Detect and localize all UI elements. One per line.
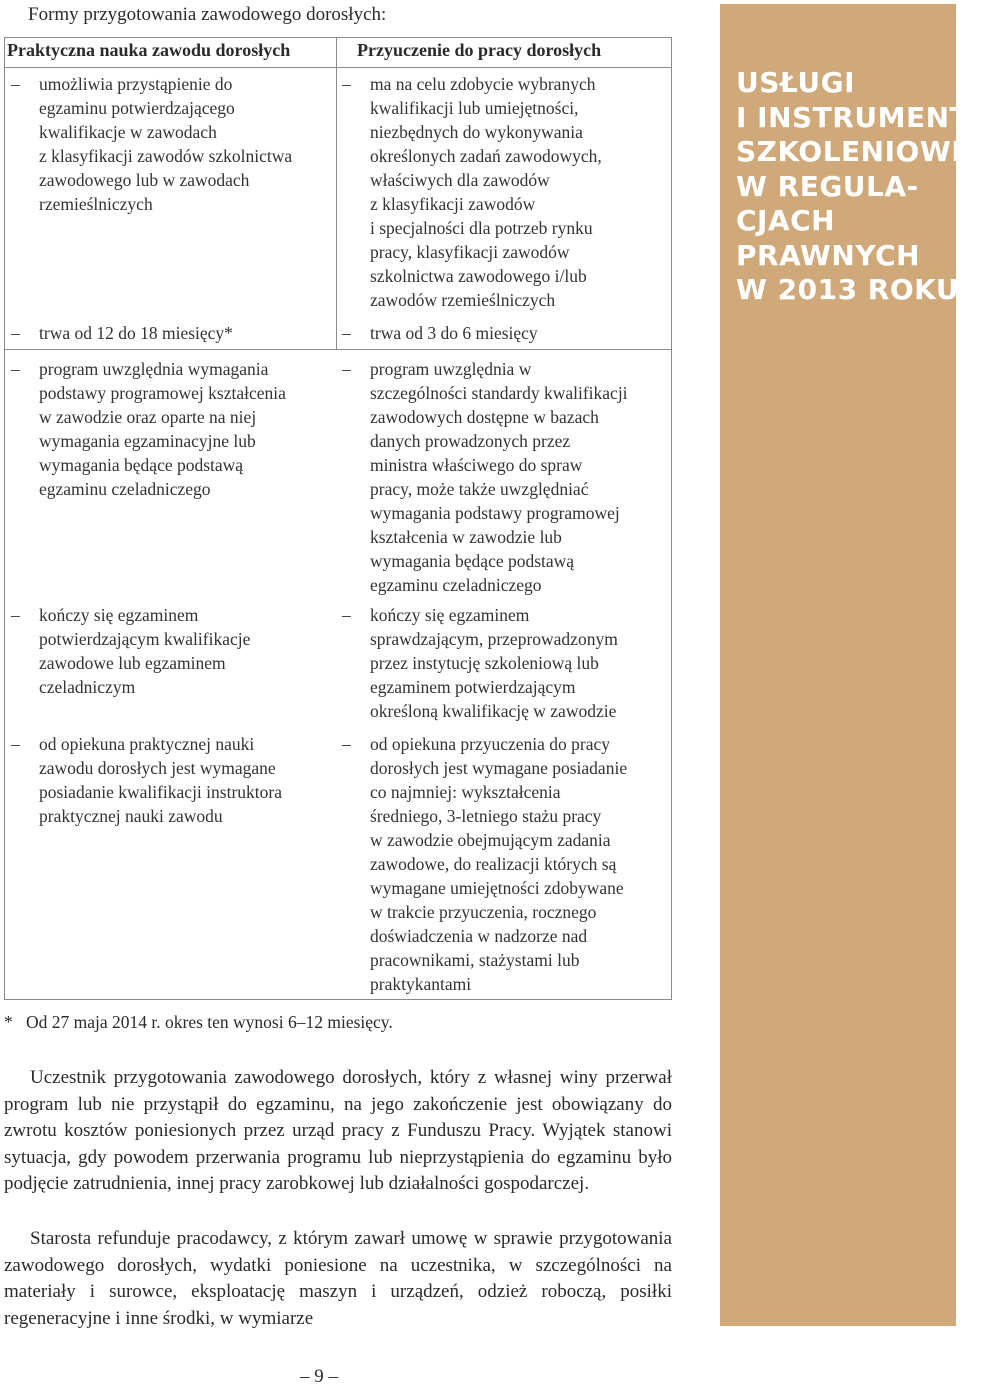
body-paragraph-2: Starosta refunduje pracodawcy, z którym zawarł umowę w sprawie przygotowania zawodowego dorosłych, wydatki poniesione na uczestnika, w szczególności na materiały i surowce, eksploatację maszyn i urządzeń, odzież roboczą, posiłki regeneracyjne i inne środki, w wymiarze (4, 1228, 672, 1329)
item-text: trwa od 3 do 6 miesięcy (370, 323, 538, 343)
item-text: kończy się egzaminem potwierdzającym kwalifikacje zawodowe lub egzaminem czeladniczym (39, 605, 251, 697)
page-number: – 9 – (300, 1366, 338, 1387)
item-text: ma na celu zdobycie wybranych kwalifikacji lub umiejętności, niezbędnych do wykonywania określonych zadań zawodowych, właściwych dla zawodów z klasyfikacji zawodów i specjalności dla potrzeb rynku pracy, klasyfikacji zawodów szkolnictwa zawodowego i/lub zawodów rzemieślniczych (370, 74, 602, 310)
left-item-exam-access (11, 72, 331, 216)
item-text: kończy się egzaminem sprawdzającym, przeprowadzonym przez instytucję szkoleniową lub egzaminem potwierdzającym określoną kwalifikację w zawodzie (370, 605, 618, 721)
right-item-supervisor (342, 732, 672, 996)
footnote-text: Od 27 maja 2014 r. okres ten wynosi 6–12 miesięcy. (26, 1012, 393, 1032)
item-text: program uwzględnia w szczególności standardy kwalifikacji zawodowych dostępne w bazach danych prowadzonych przez ministra właściwego do spraw pracy, może także uwzględniać wymagania podstawy programowej kształcenia w zawodzie lub wymagania będące podstawą egzaminu czeladniczego (370, 359, 628, 595)
dash-mark: – (11, 734, 20, 754)
item-text: umożliwia przystąpienie do egzaminu potwierdzającego kwalifikacje w zawodach z klasyfikacji zawodów szkolnictwa zawodowego lub w zawodach rzemieślniczych (39, 74, 293, 214)
dash-mark: – (342, 359, 351, 379)
sidebar-panel (720, 4, 990, 1326)
row-rule (5, 349, 671, 350)
right-item-program (342, 357, 672, 597)
right-item-goal (342, 72, 672, 312)
item-text: program uwzględnia wymagania podstawy programowej kształcenia w zawodzie oraz oparte na niej wymagania egzaminacyjne lub wymagania będące podstawą egzaminu czeladniczego (39, 359, 286, 499)
right-item-exam (342, 603, 672, 723)
column-divider-top (336, 37, 337, 349)
item-text: od opiekuna praktycznej nauki zawodu dorosłych jest wymagane posiadanie kwalifikacji instruktora praktycznej nauki zawodu (39, 734, 282, 826)
dash-mark: – (11, 605, 20, 625)
right-item-duration (342, 321, 672, 345)
right-column-header: Przyuczenie do pracy dorosłych (357, 40, 602, 60)
dash-mark: – (342, 323, 351, 343)
header-rule (5, 67, 671, 68)
comparison-table (4, 37, 672, 1000)
dash-mark: – (342, 74, 351, 94)
footnote-marker: * (4, 1012, 13, 1032)
footnote (4, 1012, 393, 1033)
left-item-supervisor (11, 732, 331, 828)
item-text: od opiekuna przyuczenia do pracy dorosłych jest wymagane posiadanie co najmniej: wykształcenia średniego, 3-letniego stażu pracy w zawodzie obejmującym zadania zawodowe, do realizacji których są wymagane umiejętności zdobywane w trakcie przyuczenia, rocznego doświadczenia w nadzorze nad pracownikami, stażystami lub praktykantami (370, 734, 628, 994)
dash-mark: – (342, 605, 351, 625)
table-top-rule (5, 37, 671, 38)
dash-mark: – (11, 359, 20, 379)
body-paragraph-1: Uczestnik przygotowania zawodowego dorosłych, który z własnej winy przerwał program lub nie przystąpił do egzaminu, na jego zakończenie jest obowiązany do zwrotu kosztów poniesionych przez urząd pracy z Funduszu Pracy. Wyjątek stanowi sytuacja, gdy powodem przerwania programu lub nieprzystąpienia do egzaminu było podjęcie zatrudnienia, innej pracy zarobkowej lub działalności gospodarczej. (4, 1067, 672, 1195)
page-heading: Formy przygotowania zawodowego dorosłych: (28, 4, 387, 25)
dash-mark: – (11, 323, 20, 343)
dash-mark: – (11, 74, 20, 94)
item-text: trwa od 12 do 18 miesięcy* (39, 323, 233, 343)
dash-mark: – (342, 734, 351, 754)
table-bottom-rule (5, 999, 671, 1000)
left-column-header: Praktyczna nauka zawodu dorosłych (7, 40, 291, 60)
left-item-duration (11, 321, 331, 345)
left-item-exam (11, 603, 331, 699)
left-item-program (11, 357, 331, 501)
sidebar-title: USŁUGI I INSTRUMENTY SZKOLENIOWE W REGULA- CJACH PRAWNYCH W 2013 ROKU (736, 66, 990, 306)
